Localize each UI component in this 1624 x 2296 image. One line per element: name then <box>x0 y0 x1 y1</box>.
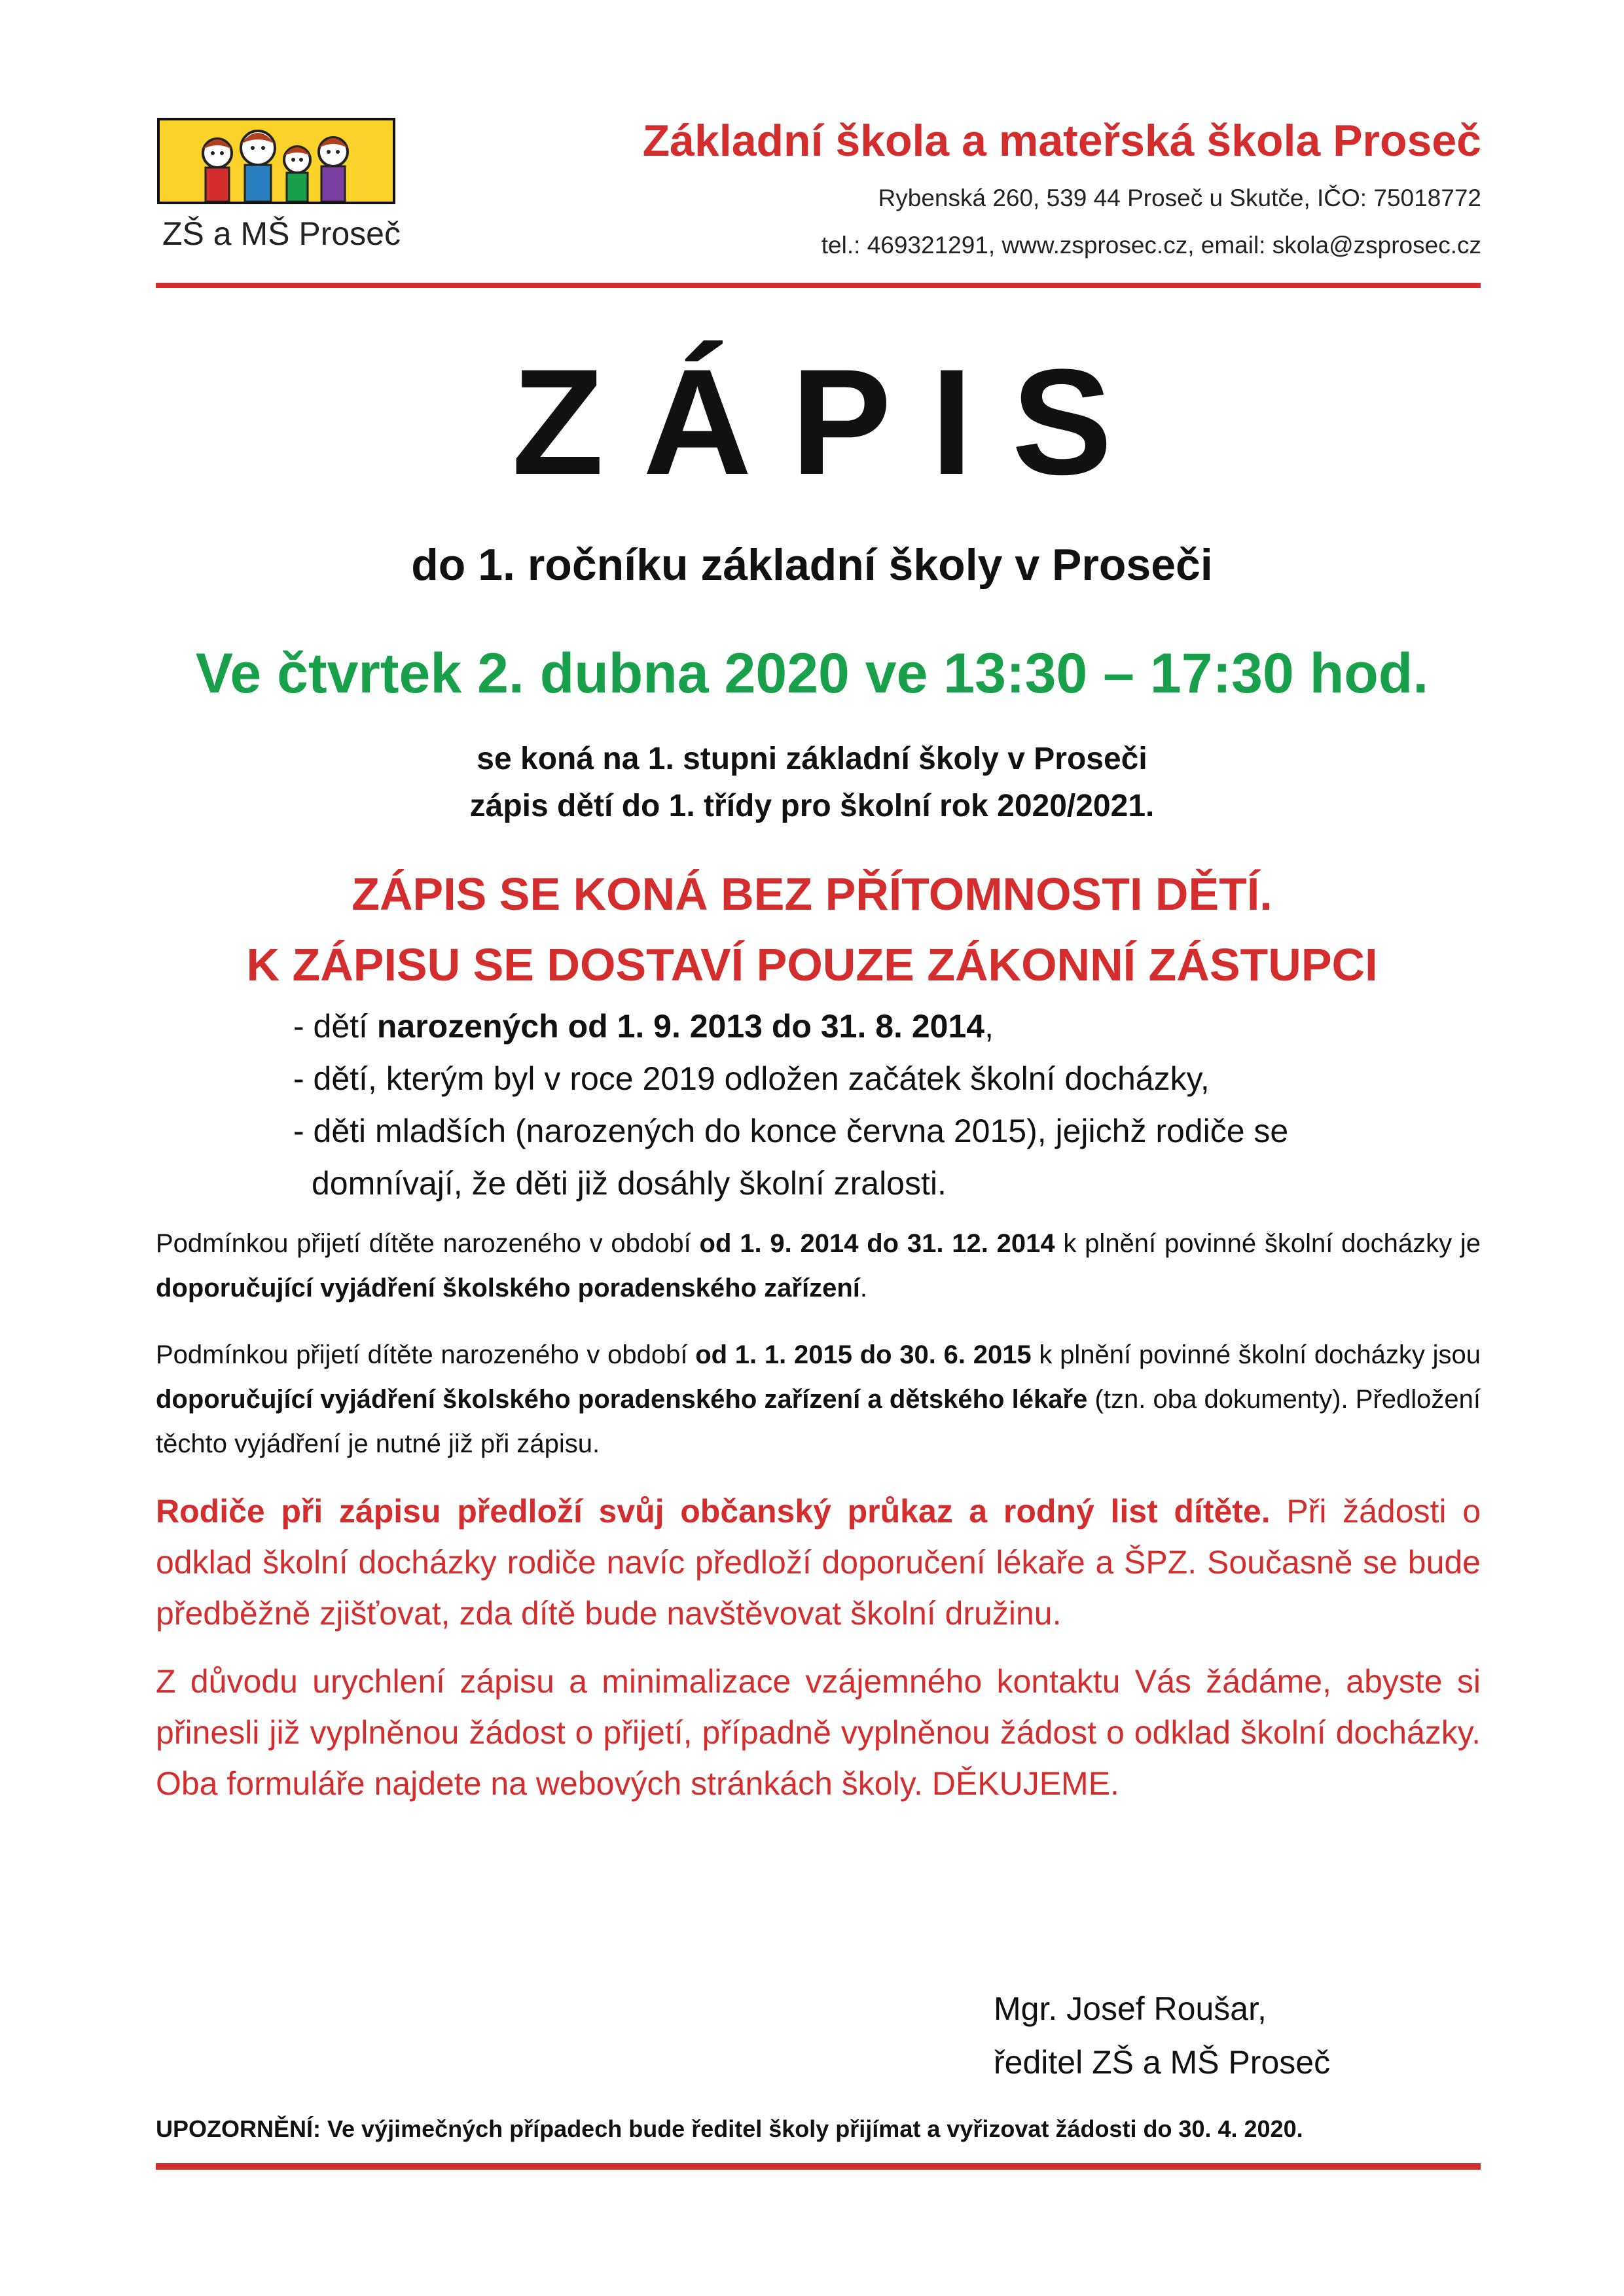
page-subtitle: do 1. ročníku základní školy v Proseči <box>411 540 1213 590</box>
paragraph-bold-text: od 1. 1. 2015 do 30. 6. 2015 <box>695 1340 1032 1369</box>
paragraph-bold-text: od 1. 9. 2014 do 31. 12. 2014 <box>699 1229 1055 1258</box>
signature-title: ředitel ZŠ a MŠ Proseč <box>994 2044 1331 2081</box>
paragraph-bold-text: doporučující vyjádření školského poradenského zařízení <box>156 1274 860 1302</box>
bullet-item: - dětí, kterým byl v roce 2019 odložen začátek školní docházky, <box>293 1060 1210 1097</box>
page-title: ZÁPIS <box>511 338 1152 506</box>
school-address: Rybenská 260, 539 44 Proseč u Skutče, IČO: 75018772 <box>878 185 1481 211</box>
signature-name: Mgr. Josef Roušar, <box>994 1990 1267 2027</box>
paragraph-text: k plnění povinné školní docházky jsou <box>1031 1340 1481 1369</box>
bullet-item: - děti mladších (narozených do konce června 2015), jejichž rodiče se <box>293 1113 1289 1149</box>
paragraph-text: k plnění povinné školní docházky je <box>1055 1229 1481 1258</box>
paragraph-condition-2015 <box>156 1333 1481 1466</box>
event-date: Ve čtvrtek 2. dubna 2020 ve 13:30 – 17:30 hod. <box>195 642 1429 705</box>
paragraph-text: Při žádosti o odklad školní docházky rodiče navíc předloží doporučení lékaře a ŠPZ. Současně se bude předběžně zjišťovat, zda dítě bude navštěvovat školní družinu. <box>156 1493 1481 1632</box>
paragraph-bold-text: Rodiče při zápisu předloží svůj občanský průkaz a rodný list dítěte. <box>156 1493 1271 1530</box>
paragraph-text: (tzn. oba dokumenty). Předložení těchto vyjádření je nutné již při zápisu. <box>156 1385 1481 1458</box>
event-purpose: zápis dětí do 1. třídy pro školní rok 2020/2021. <box>469 789 1155 823</box>
paragraph-bold-text: doporučující vyjádření školského poradenského zařízení a dětského lékaře <box>156 1385 1088 1414</box>
school-contact: tel.: 469321291, www.zsprosec.cz, email: skola@zsprosec.cz <box>821 232 1481 259</box>
paragraph-documents <box>156 1486 1481 1639</box>
bullet-text: - dětí <box>293 1008 377 1045</box>
footer-divider <box>156 2163 1481 2170</box>
school-name: Základní škola a mateřská škola Proseč <box>642 116 1481 166</box>
bullet-text: , <box>984 1008 994 1045</box>
notice-line-1: ZÁPIS SE KONÁ BEZ PŘÍTOMNOSTI DĚTÍ. <box>352 869 1272 920</box>
paragraph-text: . <box>859 1274 867 1302</box>
paragraph-condition-2014 <box>156 1221 1481 1310</box>
bullet-bold-text: narozených od 1. 9. 2013 do 31. 8. 2014 <box>376 1008 985 1045</box>
children-drawing-icon <box>160 120 393 202</box>
bullet-item-continuation: domnívají, že děti již dosáhly školní zralosti. <box>312 1165 947 1202</box>
paragraph-text: Podmínkou přijetí dítěte narozeného v období <box>156 1229 700 1258</box>
header-divider <box>156 283 1481 288</box>
logo-caption: ZŠ a MŠ Proseč <box>162 215 401 252</box>
school-logo <box>157 118 399 262</box>
footer-notice: UPOZORNĚNÍ: Ve výjimečných případech bude ředitel školy přijímat a vyřizovat žádosti do 30. 4. 2020. <box>156 2115 1303 2142</box>
paragraph-text: Podmínkou přijetí dítěte narozeného v období <box>156 1340 696 1369</box>
bullet-item <box>293 1007 994 1046</box>
paragraph-forms-request: Z důvodu urychlení zápisu a minimalizace vzájemného kontaktu Vás žádáme, abyste si přinesli již vyplněnou žádost o přijetí, případně vyplněnou žádost o odklad školní docházky. Oba formuláře najdete na webových stránkách školy. DĚKUJEME. <box>156 1663 1481 1802</box>
event-location: se koná na 1. stupni základní školy v Proseči <box>477 742 1147 776</box>
notice-line-2: K ZÁPISU SE DOSTAVÍ POUZE ZÁKONNÍ ZÁSTUPCI <box>246 939 1378 990</box>
logo-illustration <box>157 118 395 204</box>
